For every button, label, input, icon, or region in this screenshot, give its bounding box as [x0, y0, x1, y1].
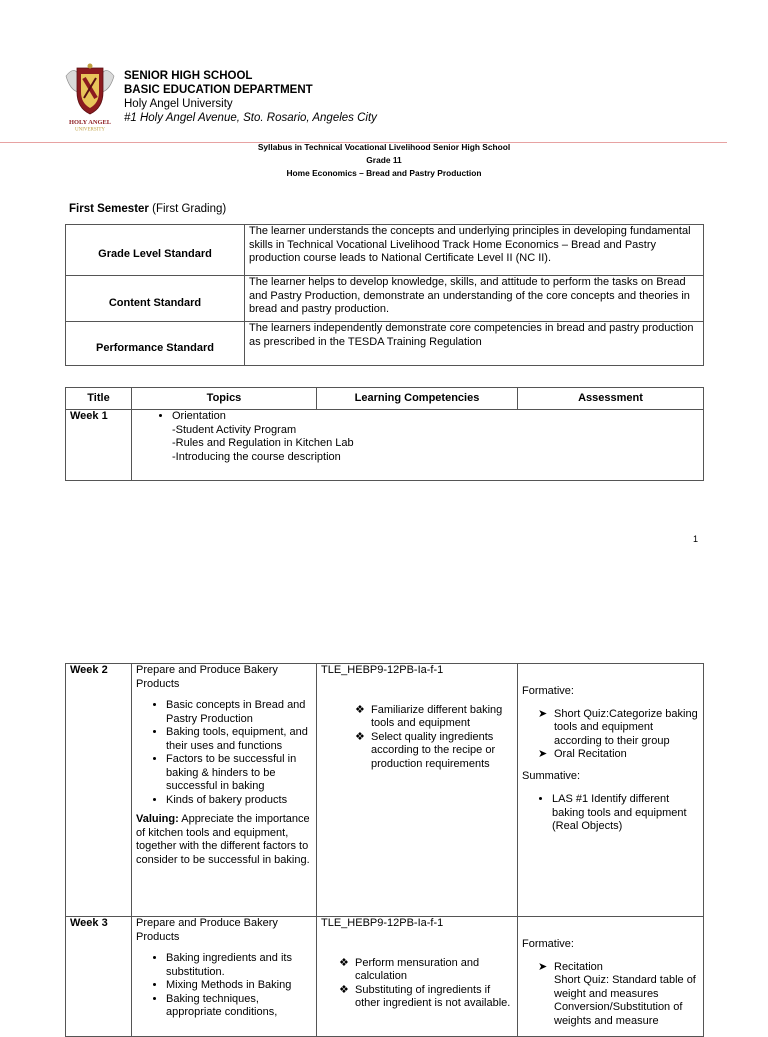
header-competencies: Learning Competencies [317, 388, 518, 410]
diamond-bullet-icon: ❖ [355, 703, 365, 716]
department-name: BASIC EDUCATION DEPARTMENT [124, 84, 313, 96]
week2-topics [132, 664, 317, 917]
competency-text: Substituting of ingredients if other ingredient is not available. [355, 983, 511, 1009]
header-topics: Topics [132, 388, 317, 410]
competency-code: TLE_HEBP9-12PB-Ia-f-1 [321, 664, 444, 676]
semester-name: First Semester [69, 203, 149, 215]
university-address: #1 Holy Angel Avenue, Sto. Rosario, Angeles City [124, 112, 377, 124]
header-assessment: Assessment [518, 388, 704, 410]
standard-row [66, 225, 704, 276]
week2-assessment [518, 664, 704, 917]
assessment-item [538, 961, 699, 975]
week1-topics [132, 410, 704, 481]
week-title: Week 1 [66, 410, 132, 481]
svg-text:HOLY ANGEL: HOLY ANGEL [69, 119, 111, 126]
valuing-note [136, 813, 312, 867]
diamond-bullet-icon: ❖ [355, 730, 365, 743]
assessment-text: Short Quiz:Categorize baking tools and equipment according to their group [554, 707, 698, 747]
syllabus-grade: Grade 11 [366, 155, 402, 165]
standard-row [66, 322, 704, 366]
assessment-text: Recitation [554, 960, 603, 973]
syllabus-table-page2 [65, 663, 704, 1037]
arrow-bullet-icon: ➤ [538, 748, 548, 760]
week3-competencies [317, 917, 518, 1037]
topic-item: • Baking ingredients and its substitution. [166, 952, 312, 979]
syllabus-course: Home Economics – Bread and Pastry Production [286, 168, 482, 178]
competency-code: TLE_HEBP9-12PB-Ia-f-1 [321, 917, 444, 929]
diamond-bullet-icon: ❖ [339, 983, 349, 996]
topic-item: • Baking techniques, appropriate conditions, [166, 993, 312, 1020]
page-number: 1 [693, 534, 699, 544]
week3-assessment [518, 917, 704, 1037]
week2-row [66, 664, 704, 917]
syllabus-title-line1: Syllabus in Technical Vocational Livelihood Senior High School [257, 142, 511, 152]
topic-item: • Mixing Methods in Baking [166, 979, 312, 993]
topic-heading: Prepare and Produce Bakery Products [136, 917, 278, 943]
standard-text: The learner understands the concepts and underlying principles in developing fundamental skills in Technical Vocational Livelihood Track Home Economics – Bread and Pastry production course leads to National Certificate Level II (NC II). [245, 225, 704, 276]
university-name: Holy Angel University [124, 98, 233, 110]
week-title: Week 2 [66, 664, 132, 917]
standard-label: Grade Level Standard [66, 225, 245, 276]
week2-competencies [317, 664, 518, 917]
topic-item: • Baking tools, equipment, and their uses and functions [166, 726, 312, 753]
school-header [124, 69, 377, 125]
week-title: Week 3 [66, 917, 132, 1037]
summative-label: Summative: [522, 769, 581, 782]
week1-line: -Introducing the course description [172, 450, 341, 463]
valuing-text: Appreciate the importance of kitchen tools and equipment, together with the different factors to consider to be successful in baking. [136, 813, 310, 866]
svg-text:UNIVERSITY: UNIVERSITY [75, 127, 105, 132]
header-title: Title [66, 388, 132, 410]
topic-item: • Factors to be successful in baking & hinders to be successful in baking [166, 753, 312, 794]
formative-label: Formative: [522, 685, 574, 697]
week1-bullet: • Orientation [172, 410, 699, 424]
competency-item [355, 704, 513, 731]
week1-row [66, 410, 704, 481]
syllabus-table [65, 387, 704, 481]
standard-label: Performance Standard [66, 322, 245, 366]
topic-item: • Kinds of bakery products [166, 794, 312, 808]
assessment-extra: Short Quiz: Standard table of weight and measures Conversion/Substitution of weights and measure [554, 974, 696, 1027]
topic-heading: Prepare and Produce Bakery Products [136, 664, 278, 690]
competency-item [355, 731, 513, 772]
competency-item [339, 957, 513, 984]
assessment-text: Oral Recitation [554, 748, 627, 760]
assessment-item [538, 748, 699, 762]
valuing-label: Valuing: [136, 813, 179, 825]
standard-label: Content Standard [66, 276, 245, 322]
week3-topics [132, 917, 317, 1037]
standards-table [65, 224, 704, 366]
arrow-bullet-icon: ➤ [538, 707, 548, 720]
semester-label [69, 203, 226, 215]
competency-item [339, 984, 513, 1011]
arrow-bullet-icon: ➤ [538, 960, 548, 973]
syllabus-title [0, 141, 768, 180]
week1-line: -Rules and Regulation in Kitchen Lab [172, 437, 354, 449]
standard-text: The learner helps to develop knowledge, skills, and attitude to perform the tasks on Bread and Pastry Production, demonstrate an understanding of the core concepts and theories in bread and pastry production. [245, 276, 704, 322]
assessment-item: • LAS #1 Identify different baking tools and equipment (Real Objects) [552, 793, 699, 834]
school-name: SENIOR HIGH SCHOOL [124, 70, 253, 82]
standard-row [66, 276, 704, 322]
week1-line: -Student Activity Program [172, 423, 297, 436]
competency-text: Select quality ingredients according to the recipe or production requirements [371, 730, 496, 770]
semester-grading: (First Grading) [152, 203, 227, 215]
topic-item: • Basic concepts in Bread and Pastry Production [166, 699, 312, 726]
competency-text: Familiarize different baking tools and equipment [371, 703, 503, 729]
university-logo [64, 62, 116, 132]
week3-row [66, 917, 704, 1037]
standard-text: The learners independently demonstrate core competencies in bread and pastry production as prescribed in the TESDA Training Regulation [245, 322, 704, 366]
formative-label: Formative: [522, 938, 574, 950]
diamond-bullet-icon: ❖ [339, 956, 349, 969]
competency-text: Perform mensuration and calculation [355, 956, 480, 982]
assessment-item [538, 708, 699, 749]
table-header-row [66, 388, 704, 410]
